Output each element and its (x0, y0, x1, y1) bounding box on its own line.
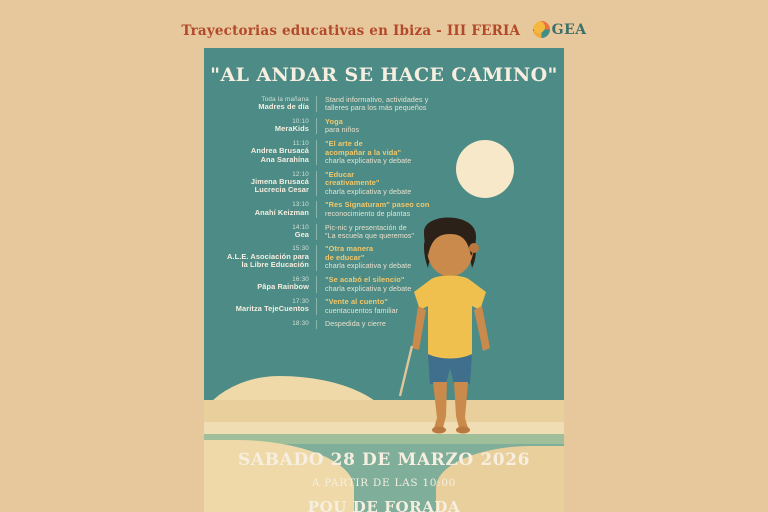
program-presenter: Maritza TejeCuentos (235, 304, 309, 314)
poster-title: "AL ANDAR SE HACE CAMINO" (210, 64, 558, 86)
event-place: POU DE FORADA (307, 498, 461, 512)
program-row-left (220, 276, 316, 293)
program-activity-description: reconocimiento de plantas (325, 209, 411, 218)
program-row-left (220, 245, 316, 270)
program-activity-description: para niños (325, 126, 360, 135)
program-time: 14:10 (292, 223, 309, 231)
program-activity-description: charla explicativa y debate (325, 187, 412, 196)
program-activity-title: Yoga (325, 116, 343, 126)
program-presenter: Pâpa Rainbow (257, 282, 309, 292)
header-title: Trayectorias educativas en Ibiza - III FERIA (181, 23, 521, 39)
program-time: 13:10 (292, 201, 309, 209)
program-activity-title: "Se acabó el silencio" (325, 275, 405, 285)
program-activity-description: Stand informativo, actividades y talleres para los más pequeños (325, 96, 429, 113)
program-row-left (220, 224, 316, 240)
program-row (220, 298, 450, 315)
program-presenter: Gea (294, 229, 309, 239)
program-row-right (316, 118, 450, 135)
program-presenter: Anahí Keizman (254, 207, 309, 217)
program-row-right (316, 276, 450, 293)
event-date: SABADO 28 DE MARZO 2026 (237, 450, 531, 470)
program-row-left (220, 298, 316, 315)
program-time: Toda la mañana (261, 96, 309, 103)
program-row-left (220, 201, 316, 218)
program-presenter: MeraKids (274, 124, 309, 134)
poster-footer (204, 450, 564, 512)
program-activity-title: "El arte de acompañar a la vida" (325, 138, 402, 157)
program-row-left (220, 118, 316, 135)
poster-body (204, 48, 564, 512)
program-row (220, 245, 450, 270)
program-row-right (316, 224, 450, 240)
event-time: A PARTIR DE LAS 10:00 (311, 477, 457, 489)
program-presenter: A.L.E. Asociación para la Libre Educación (226, 251, 309, 270)
program-activity-description: Pic-nic y presentación de "La escuela que queremos" (325, 223, 415, 240)
program-row-right (316, 298, 450, 315)
program-time: 16:30 (292, 276, 309, 284)
sun-icon (456, 140, 514, 198)
gea-circle-logo-icon (533, 21, 550, 38)
program-time: 17:30 (292, 298, 309, 306)
program-presenter: Madres de día (258, 102, 309, 112)
program-row (220, 320, 450, 328)
program-row-right (316, 96, 450, 112)
program-row (220, 201, 450, 218)
program-row (220, 224, 450, 240)
program-row-left (220, 96, 316, 112)
program-row (220, 276, 450, 293)
program-row-right (316, 201, 450, 218)
gea-logo-text: GEA (551, 21, 587, 38)
program-time: 12:10 (292, 170, 309, 178)
program-time: 15:30 (292, 245, 309, 253)
program-activity-title: "Vente al cuento" (325, 297, 388, 307)
program-activity-title: "Educar creativamente" (325, 169, 380, 188)
program-activity-description: charla explicativa y debate (325, 284, 412, 293)
program-activity-title: "Res Signaturam" paseo con (325, 200, 430, 210)
program-activity-description: cuentacuentos familiar (325, 306, 399, 315)
program-row (220, 118, 450, 135)
program-activity-title: "Otra manera de educar" (325, 244, 374, 262)
program-row-left (220, 320, 316, 328)
program-row-left (220, 171, 316, 196)
program-activity-description: charla explicativa y debate (325, 157, 412, 166)
program-list (220, 96, 450, 334)
program-row-left (220, 140, 316, 165)
program-row (220, 171, 450, 196)
program-activity-description: charla explicativa y debate (325, 262, 412, 271)
program-row (220, 96, 450, 112)
program-time: 10:10 (292, 117, 309, 125)
program-row (220, 140, 450, 165)
program-presenter: Andrea Brusacá Ana Sarahína (250, 146, 309, 164)
program-row-right (316, 245, 450, 270)
program-presenter: Jimena Brusacá Lucrecia Cesar (250, 176, 309, 195)
program-row-right (316, 171, 450, 196)
program-row-right (316, 140, 450, 165)
program-activity-description: Despedida y cierre (325, 320, 386, 329)
program-time: 18:30 (292, 320, 309, 328)
program-time: 11:10 (292, 139, 309, 147)
program-row-right (316, 320, 450, 328)
page-header (0, 22, 768, 40)
gea-logo (533, 21, 587, 39)
